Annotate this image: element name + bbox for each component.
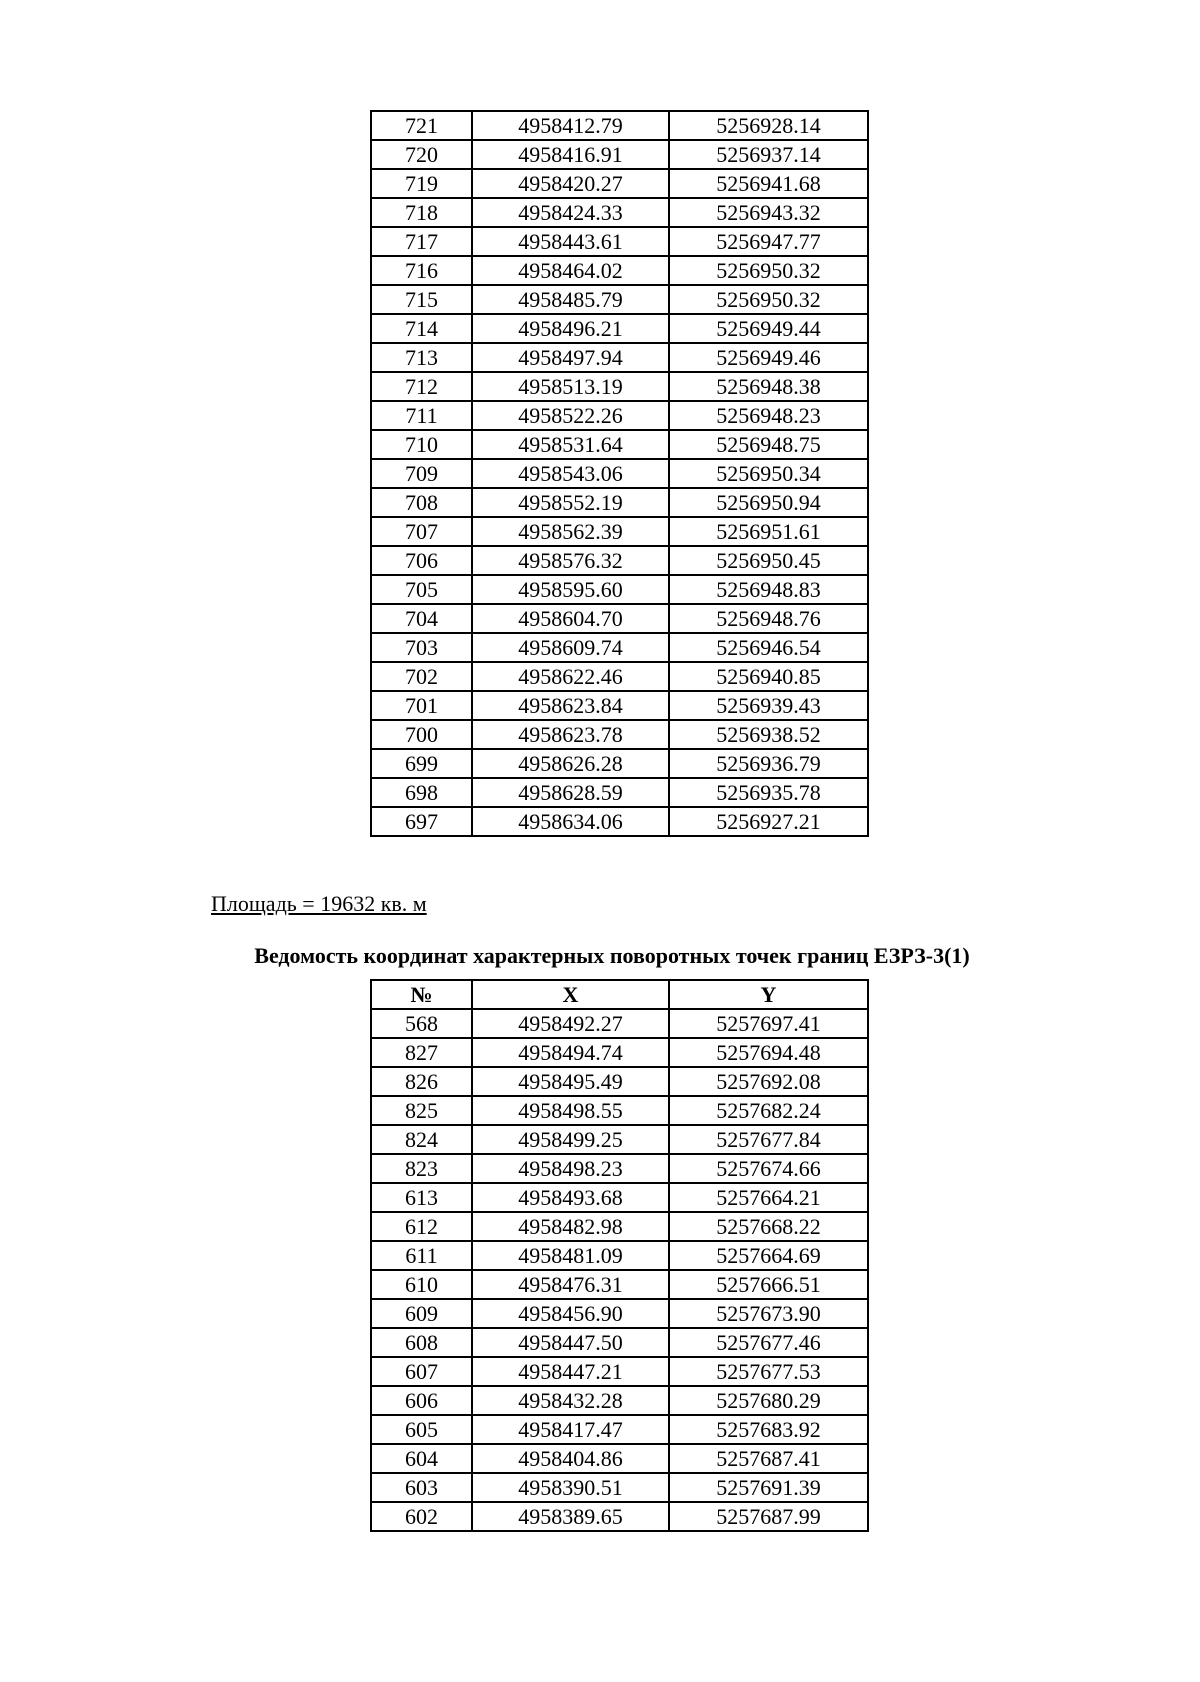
x-coordinate-cell: 4958417.47 <box>472 1415 669 1444</box>
y-coordinate-cell: 5257694.48 <box>669 1038 868 1067</box>
coordinates-table-continued <box>370 110 869 837</box>
table-row <box>371 430 868 459</box>
table-row <box>371 517 868 546</box>
table-row <box>371 198 868 227</box>
table-row <box>371 227 868 256</box>
point-number-cell: 608 <box>371 1328 472 1357</box>
table-row <box>371 1154 868 1183</box>
table-row <box>371 343 868 372</box>
point-number-cell: 712 <box>371 372 472 401</box>
area-total: Площадь = 19632 кв. м <box>211 891 427 916</box>
y-coordinate-cell: 5256941.68 <box>669 169 868 198</box>
x-coordinate-cell: 4958498.23 <box>472 1154 669 1183</box>
y-coordinate-cell: 5256949.46 <box>669 343 868 372</box>
table-row <box>371 1241 868 1270</box>
x-coordinate-cell: 4958492.27 <box>472 1009 669 1038</box>
table-row <box>371 314 868 343</box>
table-row <box>371 1299 868 1328</box>
table-row <box>371 778 868 807</box>
x-coordinate-cell: 4958493.68 <box>472 1183 669 1212</box>
point-number-cell: 602 <box>371 1502 472 1531</box>
table-row <box>371 488 868 517</box>
coordinates-table-body <box>371 111 868 836</box>
table-row <box>371 546 868 575</box>
table-row <box>371 256 868 285</box>
table-row <box>371 1067 868 1096</box>
table-row <box>371 140 868 169</box>
x-coordinate-cell: 4958495.49 <box>472 1067 669 1096</box>
point-number-cell: 717 <box>371 227 472 256</box>
table-row <box>371 1270 868 1299</box>
x-coordinate-cell: 4958456.90 <box>472 1299 669 1328</box>
y-coordinate-cell: 5257683.92 <box>669 1415 868 1444</box>
point-number-cell: 827 <box>371 1038 472 1067</box>
table-row <box>371 749 868 778</box>
y-coordinate-cell: 5257664.69 <box>669 1241 868 1270</box>
point-number-cell: 706 <box>371 546 472 575</box>
y-coordinate-cell: 5256948.23 <box>669 401 868 430</box>
x-coordinate-cell: 4958626.28 <box>472 749 669 778</box>
header-number: № <box>371 980 472 1009</box>
y-coordinate-cell: 5257674.66 <box>669 1154 868 1183</box>
y-coordinate-cell: 5256927.21 <box>669 807 868 836</box>
y-coordinate-cell: 5257677.84 <box>669 1125 868 1154</box>
x-coordinate-cell: 4958604.70 <box>472 604 669 633</box>
point-number-cell: 718 <box>371 198 472 227</box>
table-header <box>371 980 868 1009</box>
point-number-cell: 700 <box>371 720 472 749</box>
x-coordinate-cell: 4958481.09 <box>472 1241 669 1270</box>
x-coordinate-cell: 4958424.33 <box>472 198 669 227</box>
y-coordinate-cell: 5256950.32 <box>669 285 868 314</box>
table-row <box>371 1125 868 1154</box>
y-coordinate-cell: 5256948.38 <box>669 372 868 401</box>
x-coordinate-cell: 4958552.19 <box>472 488 669 517</box>
point-number-cell: 699 <box>371 749 472 778</box>
y-coordinate-cell: 5256950.32 <box>669 256 868 285</box>
table-heading: Ведомость координат характерных поворотных точек границ ЕЗРЗ-3(1) <box>254 943 970 968</box>
table-row <box>371 1212 868 1241</box>
x-coordinate-cell: 4958464.02 <box>472 256 669 285</box>
x-coordinate-cell: 4958447.21 <box>472 1357 669 1386</box>
table-row <box>371 1444 868 1473</box>
x-coordinate-cell: 4958622.46 <box>472 662 669 691</box>
table-row <box>371 372 868 401</box>
point-number-cell: 605 <box>371 1415 472 1444</box>
point-number-cell: 697 <box>371 807 472 836</box>
point-number-cell: 721 <box>371 111 472 140</box>
point-number-cell: 720 <box>371 140 472 169</box>
point-number-cell: 705 <box>371 575 472 604</box>
y-coordinate-cell: 5257680.29 <box>669 1386 868 1415</box>
x-coordinate-cell: 4958389.65 <box>472 1502 669 1531</box>
x-coordinate-cell: 4958628.59 <box>472 778 669 807</box>
x-coordinate-cell: 4958476.31 <box>472 1270 669 1299</box>
y-coordinate-cell: 5257687.99 <box>669 1502 868 1531</box>
y-coordinate-cell: 5256937.14 <box>669 140 868 169</box>
coordinates-table-ezrz-3-1 <box>370 979 869 1532</box>
table-row <box>371 169 868 198</box>
y-coordinate-cell: 5256948.83 <box>669 575 868 604</box>
x-coordinate-cell: 4958404.86 <box>472 1444 669 1473</box>
point-number-cell: 826 <box>371 1067 472 1096</box>
point-number-cell: 611 <box>371 1241 472 1270</box>
table-row <box>371 1386 868 1415</box>
header-x: X <box>472 980 669 1009</box>
x-coordinate-cell: 4958513.19 <box>472 372 669 401</box>
table-row <box>371 459 868 488</box>
x-coordinate-cell: 4958447.50 <box>472 1328 669 1357</box>
point-number-cell: 612 <box>371 1212 472 1241</box>
x-coordinate-cell: 4958496.21 <box>472 314 669 343</box>
table-row <box>371 1502 868 1531</box>
x-coordinate-cell: 4958531.64 <box>472 430 669 459</box>
y-coordinate-cell: 5256950.94 <box>669 488 868 517</box>
x-coordinate-cell: 4958576.32 <box>472 546 669 575</box>
y-coordinate-cell: 5256940.85 <box>669 662 868 691</box>
x-coordinate-cell: 4958634.06 <box>472 807 669 836</box>
y-coordinate-cell: 5257664.21 <box>669 1183 868 1212</box>
point-number-cell: 610 <box>371 1270 472 1299</box>
point-number-cell: 823 <box>371 1154 472 1183</box>
x-coordinate-cell: 4958420.27 <box>472 169 669 198</box>
x-coordinate-cell: 4958443.61 <box>472 227 669 256</box>
point-number-cell: 824 <box>371 1125 472 1154</box>
point-number-cell: 703 <box>371 633 472 662</box>
y-coordinate-cell: 5257687.41 <box>669 1444 868 1473</box>
table-row <box>371 575 868 604</box>
point-number-cell: 604 <box>371 1444 472 1473</box>
y-coordinate-cell: 5256939.43 <box>669 691 868 720</box>
point-number-cell: 606 <box>371 1386 472 1415</box>
point-number-cell: 710 <box>371 430 472 459</box>
point-number-cell: 702 <box>371 662 472 691</box>
table-row <box>371 691 868 720</box>
x-coordinate-cell: 4958562.39 <box>472 517 669 546</box>
y-coordinate-cell: 5256948.75 <box>669 430 868 459</box>
y-coordinate-cell: 5256950.45 <box>669 546 868 575</box>
y-coordinate-cell: 5256936.79 <box>669 749 868 778</box>
table-row <box>371 401 868 430</box>
y-coordinate-cell: 5257673.90 <box>669 1299 868 1328</box>
table-row <box>371 662 868 691</box>
y-coordinate-cell: 5256948.76 <box>669 604 868 633</box>
y-coordinate-cell: 5256946.54 <box>669 633 868 662</box>
header-y: Y <box>669 980 868 1009</box>
header-row <box>371 980 868 1009</box>
x-coordinate-cell: 4958485.79 <box>472 285 669 314</box>
x-coordinate-cell: 4958499.25 <box>472 1125 669 1154</box>
point-number-cell: 701 <box>371 691 472 720</box>
point-number-cell: 607 <box>371 1357 472 1386</box>
point-number-cell: 825 <box>371 1096 472 1125</box>
x-coordinate-cell: 4958543.06 <box>472 459 669 488</box>
point-number-cell: 613 <box>371 1183 472 1212</box>
point-number-cell: 714 <box>371 314 472 343</box>
table-row <box>371 111 868 140</box>
y-coordinate-cell: 5256943.32 <box>669 198 868 227</box>
table-row <box>371 633 868 662</box>
x-coordinate-cell: 4958416.91 <box>472 140 669 169</box>
table-row <box>371 1328 868 1357</box>
point-number-cell: 715 <box>371 285 472 314</box>
table-row <box>371 1415 868 1444</box>
point-number-cell: 716 <box>371 256 472 285</box>
table-row <box>371 285 868 314</box>
point-number-cell: 711 <box>371 401 472 430</box>
point-number-cell: 709 <box>371 459 472 488</box>
x-coordinate-cell: 4958412.79 <box>472 111 669 140</box>
table-row <box>371 1473 868 1502</box>
x-coordinate-cell: 4958623.78 <box>472 720 669 749</box>
y-coordinate-cell: 5257691.39 <box>669 1473 868 1502</box>
y-coordinate-cell: 5257692.08 <box>669 1067 868 1096</box>
x-coordinate-cell: 4958390.51 <box>472 1473 669 1502</box>
y-coordinate-cell: 5256928.14 <box>669 111 868 140</box>
y-coordinate-cell: 5256949.44 <box>669 314 868 343</box>
coordinates-table-body <box>371 1009 868 1531</box>
point-number-cell: 708 <box>371 488 472 517</box>
x-coordinate-cell: 4958498.55 <box>472 1096 669 1125</box>
y-coordinate-cell: 5257666.51 <box>669 1270 868 1299</box>
table-row <box>371 1096 868 1125</box>
table-row <box>371 604 868 633</box>
table-row <box>371 720 868 749</box>
y-coordinate-cell: 5257677.46 <box>669 1328 868 1357</box>
y-coordinate-cell: 5257677.53 <box>669 1357 868 1386</box>
y-coordinate-cell: 5257668.22 <box>669 1212 868 1241</box>
x-coordinate-cell: 4958494.74 <box>472 1038 669 1067</box>
point-number-cell: 719 <box>371 169 472 198</box>
y-coordinate-cell: 5256947.77 <box>669 227 868 256</box>
y-coordinate-cell: 5257682.24 <box>669 1096 868 1125</box>
point-number-cell: 609 <box>371 1299 472 1328</box>
x-coordinate-cell: 4958482.98 <box>472 1212 669 1241</box>
x-coordinate-cell: 4958623.84 <box>472 691 669 720</box>
table-row <box>371 807 868 836</box>
point-number-cell: 704 <box>371 604 472 633</box>
table-row <box>371 1038 868 1067</box>
point-number-cell: 713 <box>371 343 472 372</box>
y-coordinate-cell: 5256950.34 <box>669 459 868 488</box>
y-coordinate-cell: 5256938.52 <box>669 720 868 749</box>
table-row <box>371 1357 868 1386</box>
y-coordinate-cell: 5256951.61 <box>669 517 868 546</box>
x-coordinate-cell: 4958497.94 <box>472 343 669 372</box>
x-coordinate-cell: 4958522.26 <box>472 401 669 430</box>
y-coordinate-cell: 5256935.78 <box>669 778 868 807</box>
x-coordinate-cell: 4958432.28 <box>472 1386 669 1415</box>
x-coordinate-cell: 4958595.60 <box>472 575 669 604</box>
x-coordinate-cell: 4958609.74 <box>472 633 669 662</box>
point-number-cell: 603 <box>371 1473 472 1502</box>
point-number-cell: 568 <box>371 1009 472 1038</box>
table-row <box>371 1009 868 1038</box>
y-coordinate-cell: 5257697.41 <box>669 1009 868 1038</box>
point-number-cell: 707 <box>371 517 472 546</box>
point-number-cell: 698 <box>371 778 472 807</box>
table-row <box>371 1183 868 1212</box>
